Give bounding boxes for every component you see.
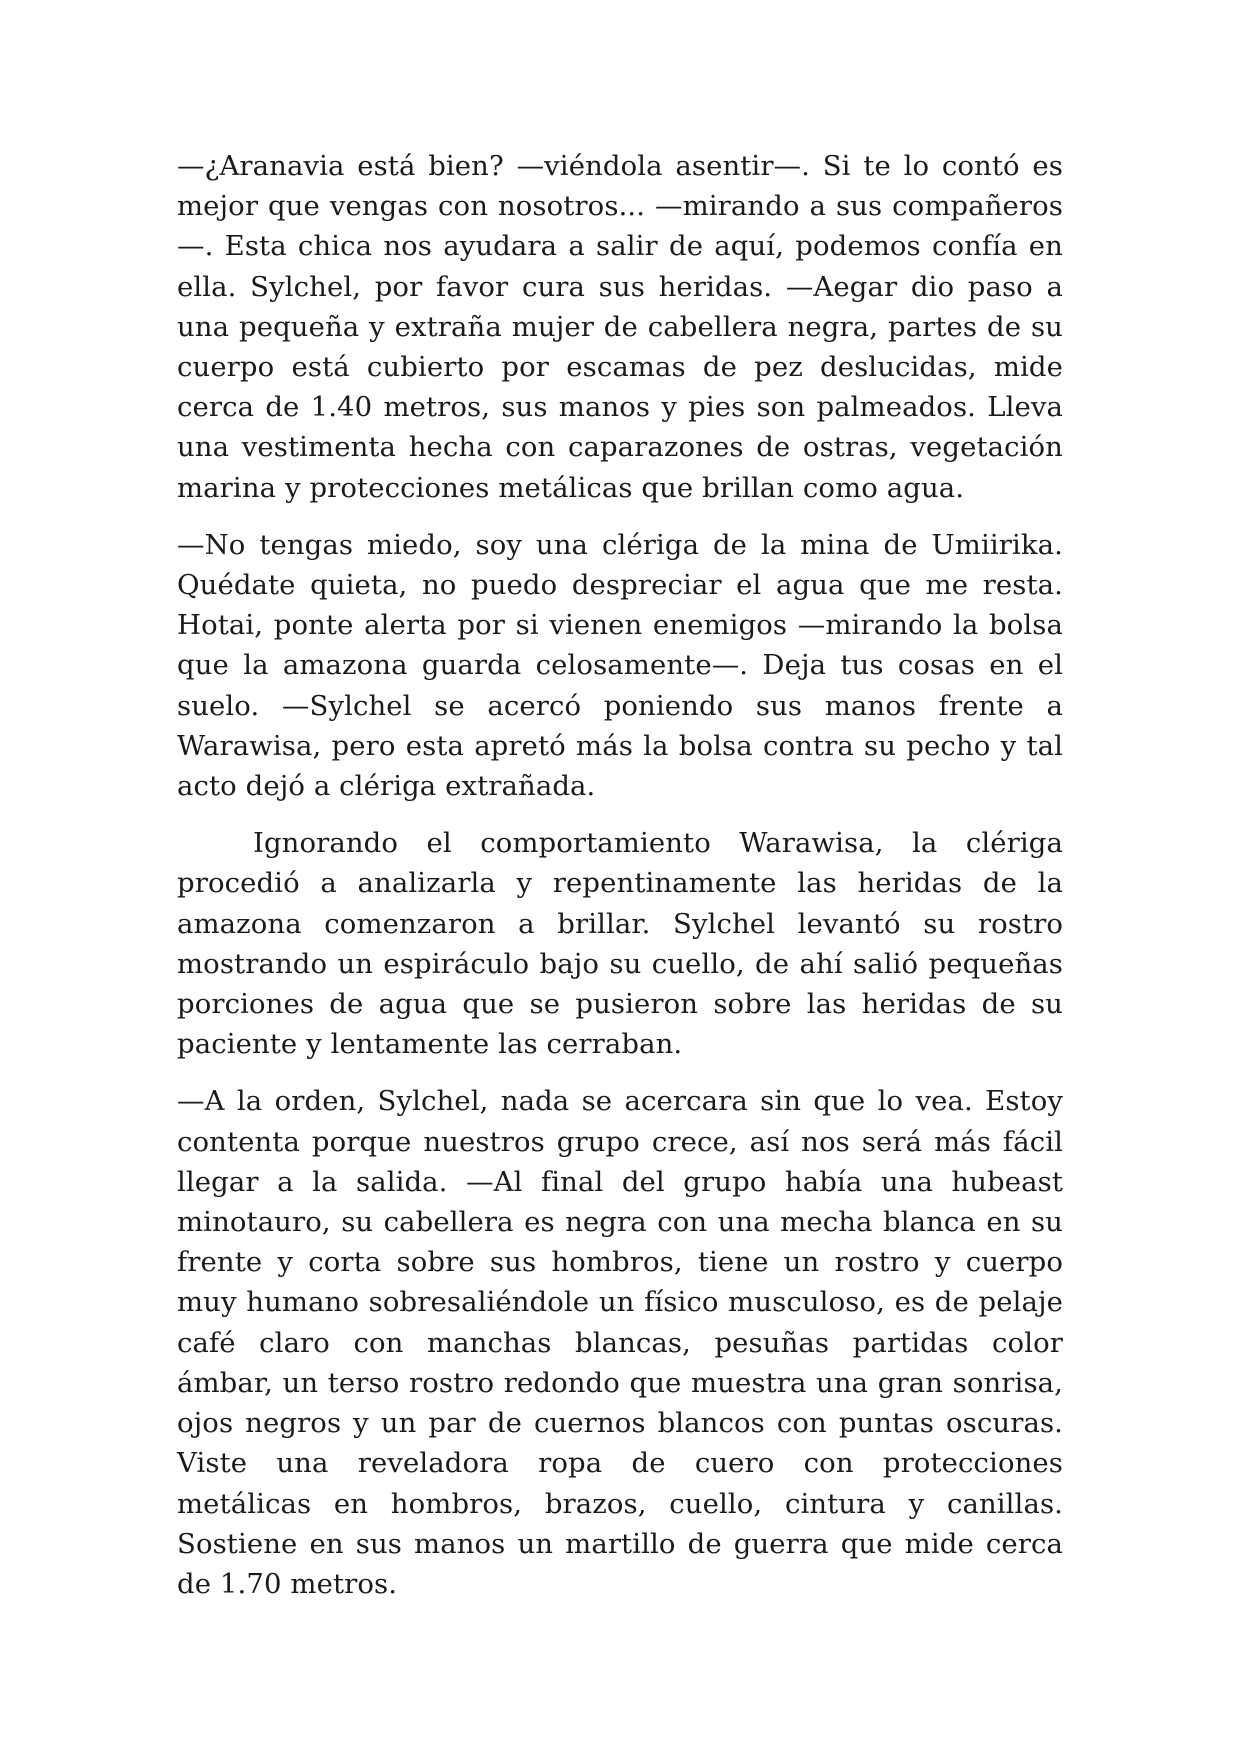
paragraph-3: Ignorando el comportamiento Warawisa, la clériga procedió a analizarla y repentinamente las heridas de la amazona comenzaron a brillar. Sylchel levantó su rostro mostrando un espiráculo bajo su cuello, de ahí salió pequeñas porciones de agua que se pusieron sobre las heridas de su paciente y lentamente las cerraban. xyxy=(177,827,1063,1061)
paragraph-2: —No tengas miedo, soy una clériga de la mina de Umiirika. Quédate quieta, no puedo despreciar el agua que me resta. Hotai, ponte alerta por si vienen enemigos —mirando la bolsa que la amazona guarda celosamente—. Deja tus cosas en el suelo. —Sylchel se acercó poniendo sus manos frente a Warawisa, pero esta apretó más la bolsa contra su pecho y tal acto dejó a clériga extrañada. xyxy=(177,528,1063,803)
paragraph-1: —¿Aranavia está bien? —viéndola asentir—. Si te lo contó es mejor que vengas con nosotros... —mirando a sus compañeros—. Esta chica nos ayudara a salir de aquí, podemos confía en ella. Sylchel, por favor cura sus heridas. —Aegar dio paso a una pequeña y extraña mujer de cabellera negra, partes de su cuerpo está cubierto por escamas de pez deslucidas, mide cerca de 1.40 metros, sus manos y pies son palmeados. Lleva una vestimenta hecha con caparazones de ostras, vegetación marina y protecciones metálicas que brillan como agua. xyxy=(177,150,1063,504)
body-text xyxy=(177,146,1063,1621)
paragraph-4: —A la orden, Sylchel, nada se acercara sin que lo vea. Estoy contenta porque nuestros grupo crece, así nos será más fácil llegar a la salida. —Al final del grupo había una hubeast minotauro, su cabellera es negra con una mecha blanca en su frente y corta sobre sus hombros, tiene un rostro y cuerpo muy humano sobresaliéndole un físico musculoso, es de pelaje café claro con manchas blancas, pesuñas partidas color ámbar, un terso rostro redondo que muestra una gran sonrisa, ojos negros y un par de cuernos blancos con puntas oscuras. Viste una reveladora ropa de cuero con protecciones metálicas en hombros, brazos, cuello, cintura y canillas. Sostiene en sus manos un martillo de guerra que mide cerca de 1.70 metros. xyxy=(177,1085,1063,1600)
